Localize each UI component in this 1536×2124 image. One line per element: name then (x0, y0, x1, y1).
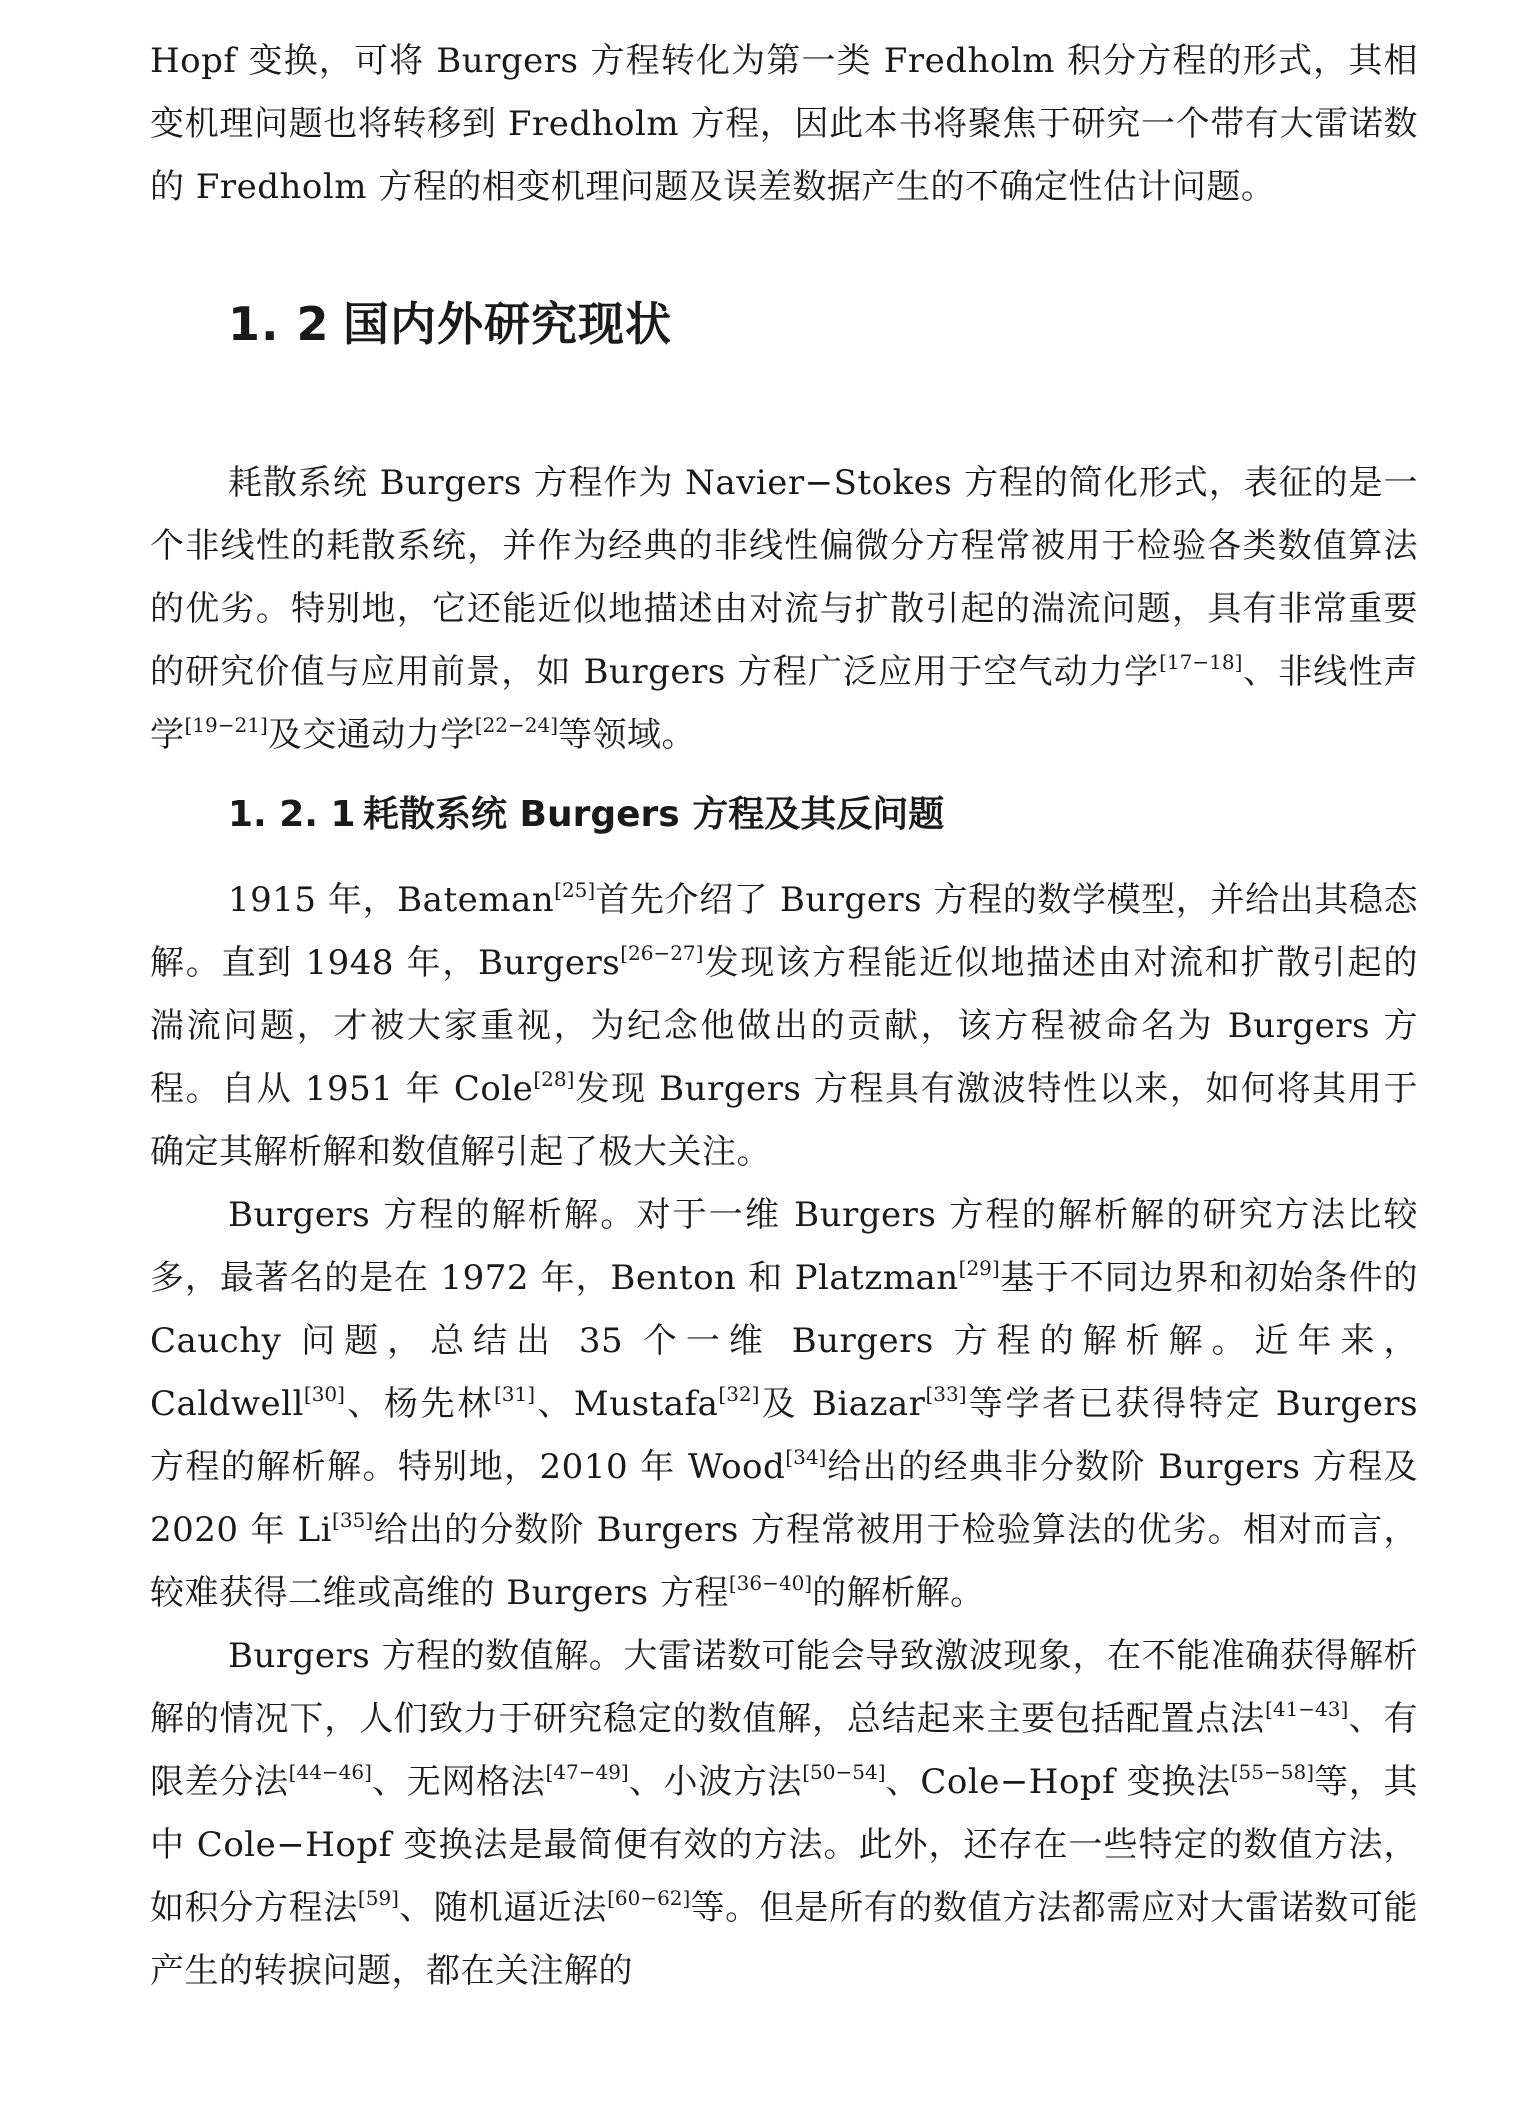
section-number: 1. 2 (228, 297, 330, 351)
text-run: 首先介绍了 Burgers 方程的数学模型，并给出其稳态解。直到 1948 年，Burgers (150, 880, 1418, 983)
text-run: 发现 Burgers 方程具有激波特性以来，如何将其用于确定其解析解和数值解引起了极大关注。 (150, 1069, 1418, 1172)
subsection-number: 1. 2. 1 (228, 794, 356, 835)
citation: [47−49] (545, 1760, 629, 1784)
text-run: 、Mustafa (535, 1384, 719, 1424)
text-run: 等。但是所有的数值方法都需应对大雷诺数可能产生的转捩问题，都在关注解的 (150, 1888, 1419, 1991)
text-run: 、小波方法 (628, 1762, 803, 1802)
text-run: 、Cole−Hopf 变换法 (885, 1762, 1231, 1802)
citation: [33] (925, 1382, 967, 1406)
subsection-title: 耗散系统 Burgers 方程及其反问题 (363, 794, 945, 835)
citation: [30] (303, 1382, 345, 1406)
text-run: 及 Biazar (759, 1384, 926, 1424)
text-run: 1915 年，Bateman (228, 880, 555, 920)
text-run: 等，其中 Cole−Hopf 变换法是最简便有效的方法。此外，还存在一些特定的数值方法，如积分方程法 (150, 1762, 1419, 1928)
spacer (150, 219, 1418, 294)
citation: [50−54] (802, 1760, 886, 1784)
citation: [29] (958, 1256, 1000, 1280)
citation: [36−40] (728, 1571, 813, 1595)
citation: [34] (785, 1445, 827, 1469)
document-page (150, 30, 1418, 2003)
citation: [26−27] (620, 941, 704, 965)
spacer (150, 845, 1418, 869)
citation: [55−58] (1230, 1760, 1315, 1784)
citation: [17−18] (1159, 650, 1243, 674)
citation: [22−24] (474, 713, 559, 737)
text-run: 给出的分数阶 Burgers 方程常被用于检验算法的优劣。相对而言，较难获得二维或高维的 Burgers 方程 (150, 1510, 1418, 1613)
spacer (150, 767, 1418, 785)
analytic-solution-paragraph (150, 1184, 1418, 1625)
citation: [25] (554, 878, 596, 902)
text-run: 、无网格法 (371, 1762, 546, 1802)
text-run: 耗散系统 Burgers 方程作为 Navier−Stokes 方程的简化形式，表征的是一个非线性的耗散系统，并作为经典的非线性偏微分方程常被用于检验各类数值算法的优劣。特别地，它还能近似地描述由对流与扩散引起的湍流问题，具有非常重要的研究价值与应用前景，如 Burgers 方程广泛应用于空气动力学 (150, 463, 1418, 692)
text-run: 及交通动力学 (267, 715, 475, 755)
text-run: Burgers 方程的解析解。对于一维 Burgers 方程的解析解的研究方法比较多，最著名的是在 1972 年，Benton 和 Platzman (150, 1195, 1418, 1298)
overview-paragraph (150, 452, 1418, 767)
citation: [60−62] (607, 1886, 691, 1910)
citation: [19−21] (184, 713, 268, 737)
text-run: 、随机逼近法 (398, 1888, 608, 1928)
citation: [28] (533, 1067, 575, 1091)
text-run: 等学者已获得特定 Burgers 方程的解析解。特别地，2010 年 Wood (150, 1384, 1419, 1487)
citation: [35] (332, 1508, 374, 1532)
text-run: 、杨先林 (344, 1384, 494, 1424)
text-run: 发现该方程能近似地描述由对流和扩散引起的湍流问题，才被大家重视，为纪念他做出的贡献，该方程被命名为 Burgers 方程。自从 1951 年 Cole (150, 943, 1418, 1109)
section-heading (150, 294, 1418, 354)
citation: [41−43] (1265, 1697, 1349, 1721)
citation: [32] (718, 1382, 760, 1406)
text-run: 等领域。 (558, 715, 697, 755)
text-run: 、非线性声学 (150, 652, 1419, 755)
citation: [44−46] (288, 1760, 372, 1784)
numerical-solution-paragraph (150, 1625, 1418, 2003)
intro-paragraph (150, 30, 1418, 219)
text-run: 的解析解。 (812, 1573, 985, 1613)
text-run: Burgers 方程的数值解。大雷诺数可能会导致激波现象，在不能准确获得解析解的情况下，人们致力于研究稳定的数值解，总结起来主要包括配置点法 (150, 1636, 1418, 1739)
text-run: 给出的经典非分数阶 Burgers 方程及 2020 年 Li (150, 1447, 1418, 1550)
citation: [31] (493, 1382, 536, 1406)
subsection-heading (150, 785, 1418, 845)
history-paragraph (150, 869, 1418, 1184)
intro-text: Hopf 变换，可将 Burgers 方程转化为第一类 Fredholm 积分方程的形式，其相变机理问题也将转移到 Fredholm 方程，因此本书将聚焦于研究一个带有大雷诺数的 Fredholm 方程的相变机理问题及误差数据产生的不确定性估计问题。 (150, 41, 1418, 207)
citation: [59] (357, 1886, 399, 1910)
spacer (150, 354, 1418, 452)
text-run: 、有限差分法 (150, 1699, 1419, 1802)
text-run: 基于不同边界和初始条件的 Cauchy 问题，总结出 35 个一维 Burgers 方程的解析解。近年来，Caldwell (150, 1258, 1418, 1424)
section-title: 国内外研究现状 (343, 297, 672, 351)
